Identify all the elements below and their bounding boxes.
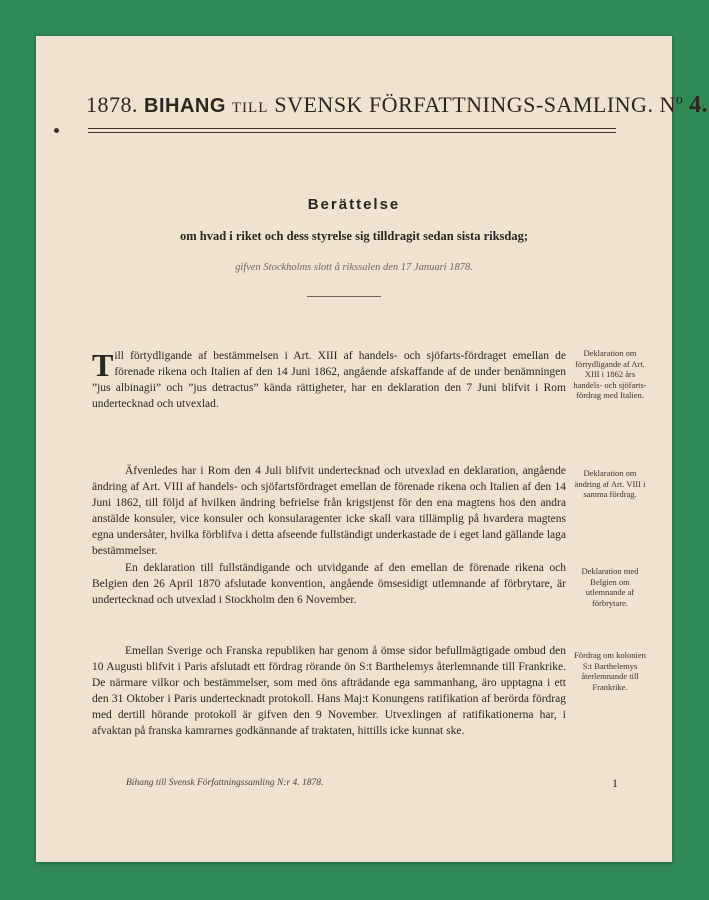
header-year: 1878. [86,92,138,117]
header-number-sign: Nº [659,92,684,117]
header-rule-thin [88,132,616,133]
paragraph-1 [92,348,566,412]
page-header [86,92,709,119]
margin-note-2: Deklaration om ändring af Art. VIII i samma fördrag. [574,468,646,499]
header-bihang: BIHANG [144,95,226,117]
margin-note-1: Deklaration om förtydligande af Art. XIII i 1862 års handels- och sjöfarts-fördrag med Italien. [573,348,647,400]
document-given-line: gifven Stockholms slott å rikssalen den 17 Januari 1878. [235,262,473,273]
header-till: TILL [231,100,269,116]
page-footer: Bihang till Svensk Författningssamling N:r 4. 1878. [126,778,324,788]
paragraph-1-text: ill förtydligande af bestämmelsen i Art. XIII af handels- och sjöfarts-fördraget emellan de förenade rikena och Italien af den 14 Juni 1862, angående afskaffande af de under benämningen ”jus albinagii” och ”jus detractus” kända rättigheter, har en deklaration den 7 Juni blifvit i Rom undertecknad och utvexlad. [92,350,566,410]
paragraph-3: En deklaration till fullständigande och utvidgande af den emellan de förenade rikena och Belgien den 26 April 1870 afslutade konvention, angående ömsesidigt utlemnande af förbrytare, är undertecknad och utvexlad i Stockholm den 6 November. [92,562,566,606]
document-title: Berättelse [307,196,401,213]
header-number: 4. [689,92,709,118]
document-subtitle: om hvad i riket och dess styrelse sig tilldragit sedan sista riksdag; [179,229,529,243]
drop-cap: T [92,347,114,383]
margin-note-4: Fördrag om kolonien S:t Barthelemys återlemnande till Frankrike. [574,650,646,692]
binding-dot [54,128,59,133]
margin-note-3: Deklaration med Belgien om utlemnande af förbrytare. [581,566,639,608]
paragraph-2: Äfvenledes har i Rom den 4 Juli blifvit undertecknad och utvexlad en deklaration, angående ändring af Art. VIII af handels- och sjöfartsfördraget emellan de förenade rikena och Italien af den 14 Juni 1862, till följd af hvilken ändring befrielse från krigstjenst för den ena magtens hos den andra anstälde konsuler, vice konsuler och konsularagenter icke skall vara tillämplig på hvardera magtens egna undersåter, hvilka förblifva i detta afseende fullständigt underkastade de i eget land gällande laga bestämmelser. [92,465,566,557]
header-title: SVENSK FÖRFATTNINGS-SAMLING. [274,92,654,117]
header-rule [88,128,616,129]
page-number: 1 [612,776,618,790]
paragraph-4: Emellan Sverige och Franska republiken har genom å ömse sidor befullmägtigade ombud den 10 Augusti blifvit i Paris afslutadt ett fördrag rörande ön S:t Barthelemys återlemnande till Frankrike. De närmare vilkor och bestämmelser, som med öns afträdande ega sammanhang, äro upptagna i ett den 31 Oktober i Paris undertecknadt protokoll. Hans Maj:t Konungens ratifikation af berörda fördrag med dertill hörande protokoll är gifven den 9 November. Utvexlingen af ratifikationerna har, i afvaktan på franska kamrarnes godkännande af traktaten, hittills icke kunnat ske. [92,645,566,737]
document-page [36,36,709,862]
title-divider [307,296,381,297]
